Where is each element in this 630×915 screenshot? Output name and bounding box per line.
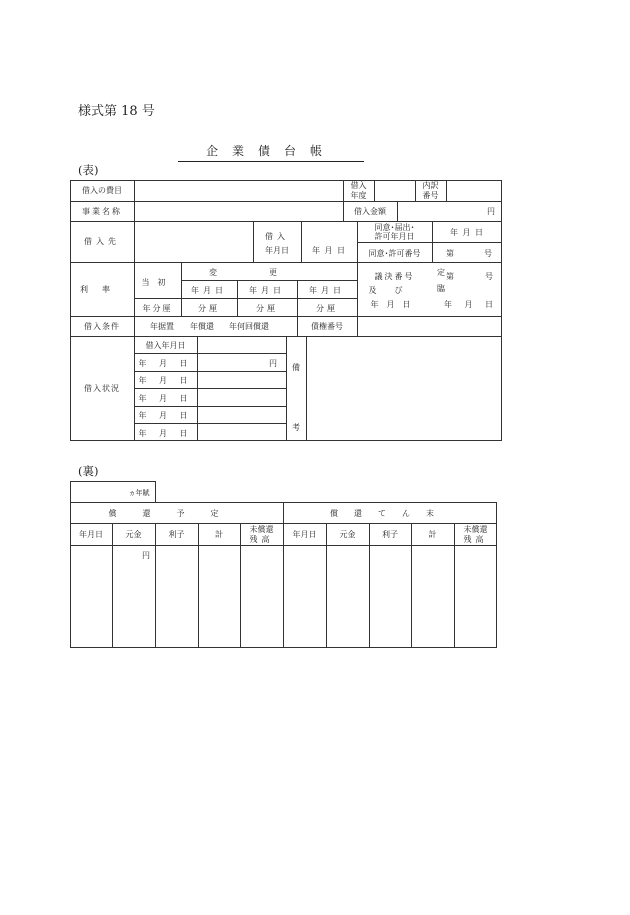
resolution-label: 議決番号 <box>374 272 415 281</box>
change-rate-unit-1: 分厘 <box>198 304 220 313</box>
interest-label: 利率 <box>80 285 124 294</box>
fiscal-year-label-2: 年度 <box>350 191 367 200</box>
result-col-unpaid-1: 未償還 <box>463 525 488 534</box>
plan-col-unpaid-2: 残高 <box>249 535 274 544</box>
plan-col-unpaid-1: 未償還 <box>249 525 274 534</box>
status-row-5: 年 月 日 <box>138 429 193 438</box>
change-date-2: 年月日 <box>249 286 285 295</box>
result-col-total: 計 <box>428 530 437 539</box>
repayment-plan-label: 償還予定 <box>108 509 245 518</box>
plan-yen-unit: 円 <box>142 551 150 560</box>
consent-date-label-2: 許可年月日 <box>374 232 415 241</box>
consent-no-suffix: 号 <box>484 249 492 258</box>
front-side-label: (表) <box>78 163 99 177</box>
borrow-date-label: 年月日 <box>265 246 289 255</box>
status-label: 借入状況 <box>84 384 120 393</box>
status-row-3: 年 月 日 <box>138 394 193 403</box>
result-col-interest: 利子 <box>382 530 398 539</box>
decision-no-suffix: 号 <box>485 272 493 281</box>
plan-col-interest: 利子 <box>168 530 185 539</box>
plan-col-date: 年月日 <box>79 530 103 539</box>
consent-date-value: 年 月 日 <box>449 228 485 237</box>
status-yen-unit: 円 <box>269 359 277 368</box>
remarks-label-1: 備 <box>292 363 300 372</box>
page-title: 企業債台帳 <box>178 142 364 162</box>
and-label: 及び <box>368 286 421 295</box>
bond-no-label: 債権番号 <box>311 322 343 331</box>
change-date-3: 年月日 <box>309 286 345 295</box>
conditions-label: 借入条件 <box>84 322 120 331</box>
resolution-date-label: 年月日 <box>370 300 419 309</box>
plan-col-total: 計 <box>215 530 223 539</box>
change-label: 変更 <box>209 268 329 277</box>
back-side-label: (裏) <box>78 464 99 478</box>
fiscal-year-label-1: 借入 <box>350 181 367 190</box>
borrow-date-value: 年 月 日 <box>311 246 347 255</box>
result-col-principal: 元金 <box>339 530 356 539</box>
years-installment-label: ヵ年賦 <box>128 489 150 497</box>
decision-date: 年 月 日 <box>443 300 499 309</box>
repayment-label: 年償還 <box>190 322 214 331</box>
plan-col-principal: 元金 <box>125 530 142 539</box>
annual-times-label: 年何回償還 <box>229 322 269 331</box>
consent-no-prefix: 第 <box>446 249 454 258</box>
result-col-date: 年月日 <box>292 530 317 539</box>
repayment-result-label: 償還てん末 <box>330 509 450 518</box>
breakdown-no-label-1: 内訳 <box>422 181 439 190</box>
remarks-label-2: 考 <box>292 423 300 432</box>
change-rate-unit-3: 分厘 <box>316 304 338 313</box>
form-number: 様式第 18 号 <box>78 104 155 119</box>
deferral-label: 年据置 <box>150 322 174 331</box>
change-rate-unit-2: 分厘 <box>256 304 278 313</box>
decision-no-prefix: 第 <box>446 272 454 281</box>
business-name-label: 事業名称 <box>82 207 122 216</box>
amount-unit: 円 <box>487 207 495 216</box>
status-row-2: 年 月 日 <box>138 376 193 385</box>
initial-rate-unit: 年分厘 <box>142 304 173 313</box>
status-date-header: 借入年月日 <box>145 341 186 350</box>
borrow-label: 借入 <box>265 232 289 241</box>
decision-label: 定 <box>437 268 445 277</box>
lender-label: 借入先 <box>84 237 120 246</box>
breakdown-no-label-2: 番号 <box>422 191 439 200</box>
initial-label: 当初 <box>141 278 174 287</box>
consent-date-label-1: 同意･届出･ <box>374 223 415 232</box>
change-date-1: 年月日 <box>191 286 227 295</box>
amount-label: 借入金額 <box>354 207 386 216</box>
consent-no-label: 同意･許可番号 <box>368 249 421 258</box>
borrowing-item-label: 借入の費目 <box>82 186 122 195</box>
decision-label-2: 臨 <box>437 284 445 293</box>
status-row-1: 年 月 日 <box>138 359 193 368</box>
result-col-unpaid-2: 残高 <box>463 535 488 544</box>
status-row-4: 年 月 日 <box>138 411 193 420</box>
